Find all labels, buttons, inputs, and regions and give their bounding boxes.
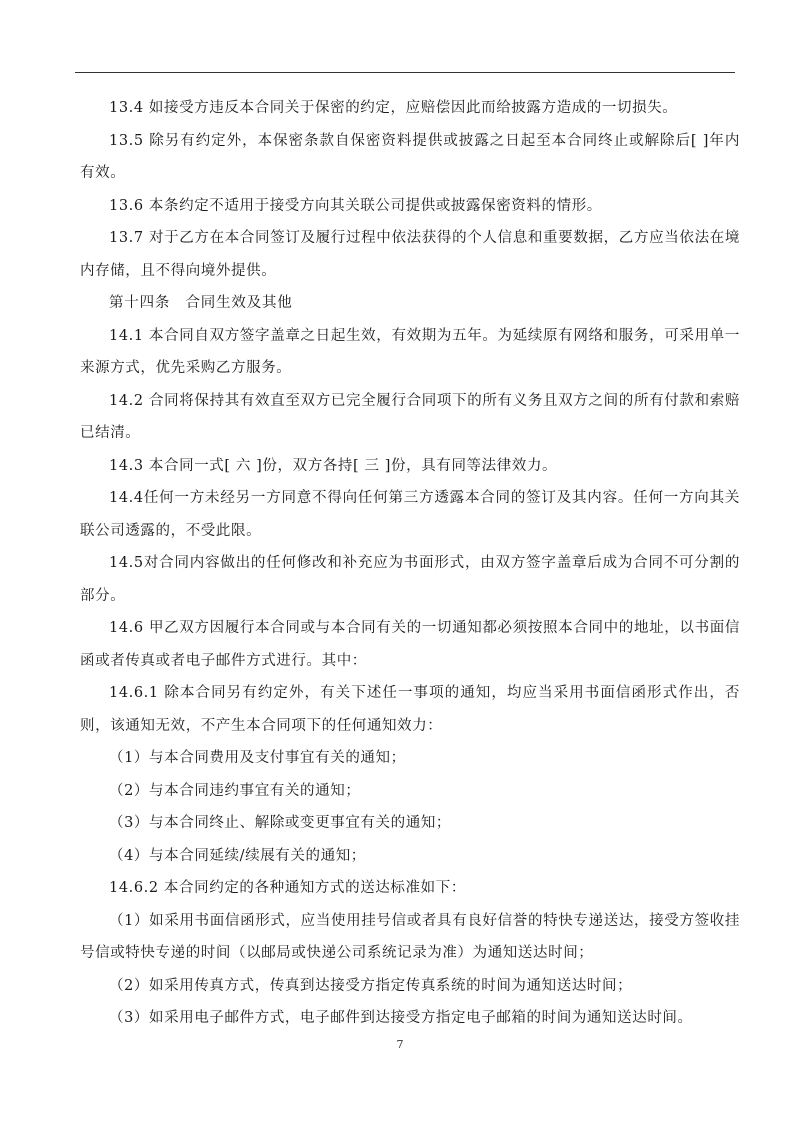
document-body <box>80 92 740 1035</box>
clause-14-5: 14.5对合同内容做出的任何修改和补充应为书面形式，由双方签字盖章后成为合同不可分割的部分。 <box>80 555 740 604</box>
clause-13-4: 13.4 如接受方违反本合同关于保密的约定，应赔偿因此而给披露方造成的一切损失。 <box>109 100 678 116</box>
clause-14-1: 14.1 本合同自双方签字盖章之日起生效，有效期为五年。为延续原有网络和服务，可采用单一来源方式，优先采购乙方服务。 <box>80 327 740 376</box>
list-item: （3）与本合同终止、解除或变更事宜有关的通知； <box>109 815 452 831</box>
clause-13-6: 13.6 本条约定不适用于接受方向其关联公司提供或披露保密资料的情形。 <box>109 197 602 214</box>
list-item: （1）如采用书面信函形式，应当使用挂号信或者具有良好信誉的特快专递送达，接受方签收挂号信或特快专递的时间（以邮局或快递公司系统记录为准）为通知送达时间； <box>80 912 740 961</box>
page-number: 7 <box>396 1038 404 1051</box>
clause-14-6-1: 14.6.1 除本合同另有约定外，有关下述任一事项的通知，均应当采用书面信函形式作出，否则，该通知无效，不产生本合同项下的任何通知效力： <box>80 685 740 734</box>
header-rule <box>75 72 735 73</box>
clause-13-7: 13.7 对于乙方在本合同签订及履行过程中依法获得的个人信息和重要数据，乙方应当依法在境内存储，且不得向境外提供。 <box>80 230 740 279</box>
clause-14-6: 14.6 甲乙双方因履行本合同或与本合同有关的一切通知都必须按照本合同中的地址，以书面信函或者传真或者电子邮件方式进行。其中： <box>80 620 740 669</box>
list-item: （1）与本合同费用及支付事宜有关的通知； <box>109 750 406 766</box>
clause-13-5: 13.5 除另有约定外，本保密条款自保密资料提供或披露之日起至本合同终止或解除后[ ]年内有效。 <box>80 132 740 181</box>
clause-14-4: 14.4任何一方未经另一方同意不得向任何第三方透露本合同的签订及其内容。任何一方向其关联公司透露的，不受此限。 <box>80 490 740 539</box>
clause-14-6-2: 14.6.2 本合同约定的各种通知方式的送达标准如下： <box>109 880 466 896</box>
list-item: （3）如采用电子邮件方式，电子邮件到达接受方指定电子邮箱的时间为通知送达时间。 <box>109 1010 693 1026</box>
clause-14-3: 14.3 本合同一式[ 六 ]份，双方各持[ 三 ]份，具有同等法律效力。 <box>109 457 558 474</box>
clause-14-2: 14.2 合同将保持其有效直至双方已完全履行合同项下的所有义务且双方之间的所有付款和索赔已结清。 <box>80 392 740 441</box>
list-item: （4）与本合同延续/续展有关的通知； <box>109 847 366 864</box>
article-14-heading: 第十四条 合同生效及其他 <box>109 295 293 311</box>
list-item: （2）与本合同违约事宜有关的通知； <box>109 782 361 799</box>
list-item: （2）如采用传真方式，传真到达接受方指定传真系统的时间为通知送达时间； <box>109 977 633 994</box>
